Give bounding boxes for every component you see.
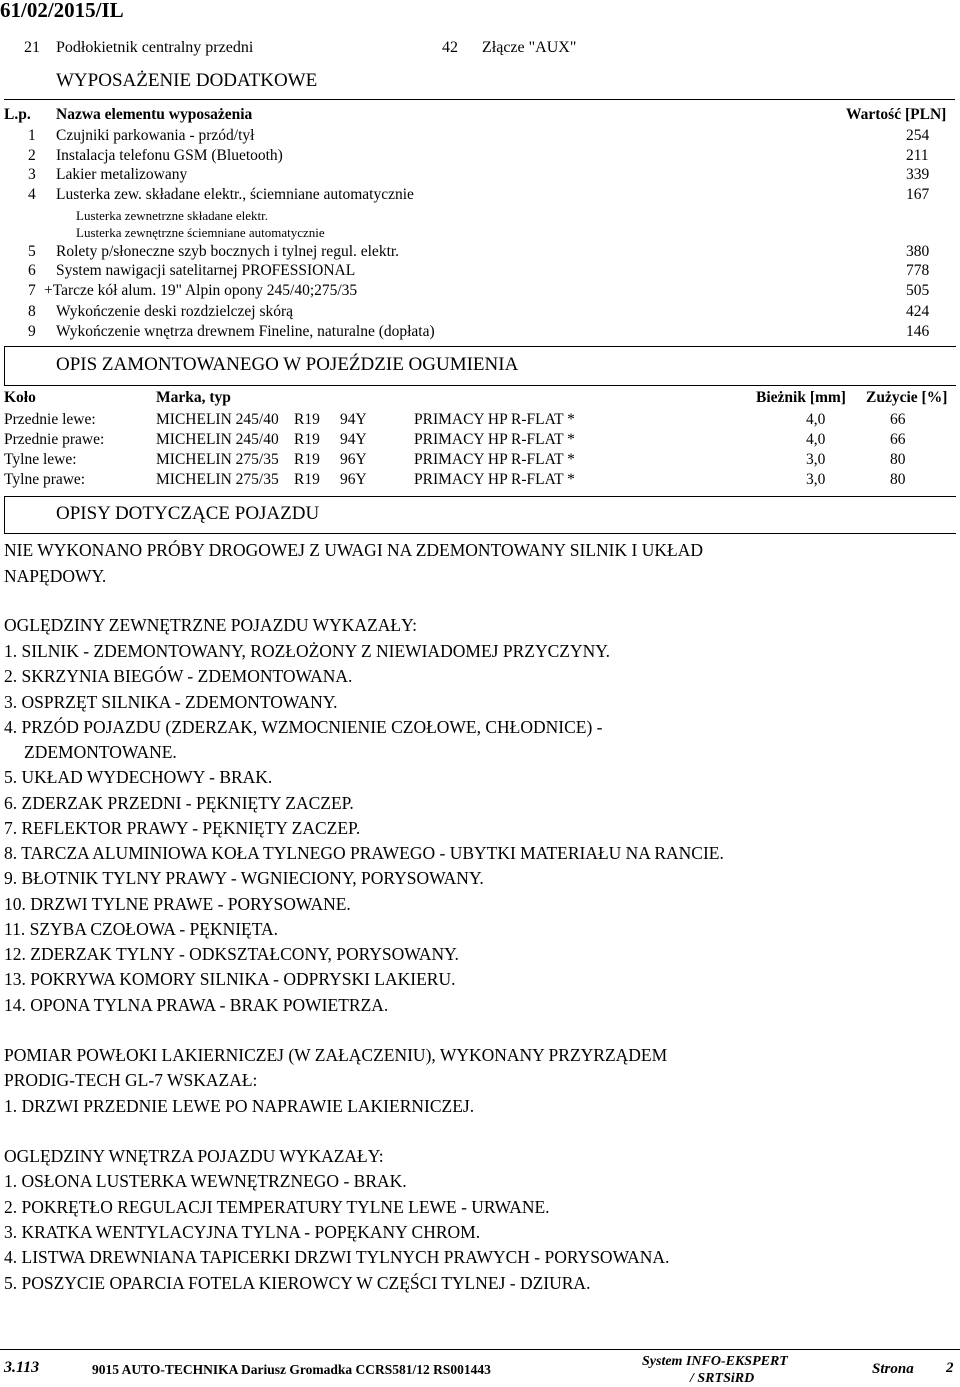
- list-item: 10. DRZWI TYLNE PRAWE - PORYSOWANE.: [4, 894, 351, 914]
- col-brand-header: Marka, typ: [156, 389, 231, 406]
- intro-line: NIE WYKONANO PRÓBY DROGOWEJ Z UWAGI NA ZDEMONTOWANY SILNIK I UKŁAD: [4, 540, 703, 560]
- tire-tread: 3,0: [806, 471, 826, 488]
- row-lp: 8: [28, 303, 36, 320]
- tire-model: PRIMACY HP R-FLAT *: [414, 451, 575, 468]
- list-item: 3. KRATKA WENTYLACYJNA TYLNA - POPĘKANY CHROM.: [4, 1222, 481, 1242]
- col-name-header: Nazwa elementu wyposażenia: [56, 106, 253, 123]
- tire-index: 96Y: [340, 451, 367, 468]
- tire-index: 94Y: [340, 411, 367, 428]
- row-name: Wykończenie deski rozdzielczej skórą: [56, 303, 294, 320]
- tire-tread: 3,0: [806, 451, 826, 468]
- tire-tread: 4,0: [806, 411, 826, 428]
- tire-index: 94Y: [340, 431, 367, 448]
- row-value: 778: [906, 262, 930, 279]
- row-lp: 2: [28, 147, 36, 164]
- tire-wheel: Przednie lewe:: [4, 411, 96, 428]
- row-name: Wykończenie wnętrza drewnem Fineline, naturalne (dopłata): [56, 323, 435, 340]
- footer-system-sub: / SRTSiRD: [690, 1371, 755, 1386]
- row-value: 424: [906, 303, 930, 320]
- list-item: 3. OSPRZĘT SILNIKA - ZDEMONTOWANY.: [4, 692, 338, 712]
- col-lp-header: L.p.: [4, 106, 31, 123]
- tire-rim: R19: [294, 431, 320, 448]
- list-item: 1. SILNIK - ZDEMONTOWANY, ROZŁOŻONY Z NIEWIADOMEJ PRZYCZYNY.: [4, 641, 610, 661]
- row-sub-note: Lusterka zewnetrzne składane elektr.: [76, 208, 269, 223]
- header-item-num: 21: [24, 39, 40, 56]
- list-item: 5. POSZYCIE OPARCIA FOTELA KIEROWCY W CZĘŚCI TYLNEJ - DZIURA.: [4, 1273, 591, 1293]
- tire-wear: 66: [890, 431, 906, 448]
- row-name: Lusterka zew. składane elektr., ściemniane automatycznie: [56, 186, 414, 203]
- list-item: 13. POKRYWA KOMORY SILNIKA - ODPRYSKI LAKIERU.: [4, 969, 456, 989]
- list-item: 6. ZDERZAK PRZEDNI - PĘKNIĘTY ZACZEP.: [4, 793, 354, 813]
- tire-rim: R19: [294, 471, 320, 488]
- tire-index: 96Y: [340, 471, 367, 488]
- row-lp: 4: [28, 186, 36, 203]
- tire-wear: 80: [890, 471, 906, 488]
- tire-rim: R19: [294, 411, 320, 428]
- col-wheel-header: Koło: [4, 389, 36, 406]
- tire-wear: 80: [890, 451, 906, 468]
- list-item: 12. ZDERZAK TYLNY - ODKSZTAŁCONY, PORYSOWANY.: [4, 944, 459, 964]
- tire-model: PRIMACY HP R-FLAT *: [414, 411, 575, 428]
- header-item-label: Podłokietnik centralny przedni: [56, 39, 254, 56]
- footer-version: 3.113: [4, 1359, 40, 1376]
- header-item-num: 42: [442, 39, 458, 56]
- paint-line: PRODIG-TECH GL-7 WSKAZAŁ:: [4, 1070, 258, 1090]
- tire-wear: 66: [890, 411, 906, 428]
- tire-rim: R19: [294, 451, 320, 468]
- row-value: 167: [906, 186, 930, 203]
- col-wear-header: Zużycie [%]: [866, 389, 948, 406]
- row-name: Instalacja telefonu GSM (Bluetooth): [56, 147, 283, 164]
- list-item: 2. SKRZYNIA BIEGÓW - ZDEMONTOWANA.: [4, 666, 353, 686]
- tire-brand: MICHELIN 245/40: [156, 431, 279, 448]
- exterior-heading: OGLĘDZINY ZEWNĘTRZNE POJAZDU WYKAZAŁY:: [4, 615, 417, 635]
- footer-divider: [0, 1349, 960, 1350]
- equipment-title: WYPOSAŻENIE DODATKOWE: [56, 70, 318, 91]
- row-value: 254: [906, 127, 930, 144]
- footer-page-number: 2: [946, 1360, 954, 1376]
- tire-model: PRIMACY HP R-FLAT *: [414, 431, 575, 448]
- list-item: ZDEMONTOWANE.: [24, 742, 177, 762]
- row-name: System nawigacji satelitarnej PROFESSIONAL: [56, 262, 356, 279]
- tire-model: PRIMACY HP R-FLAT *: [414, 471, 575, 488]
- row-sub-note: Lusterka zewnętrzne ściemniane automatycznie: [76, 225, 325, 240]
- list-item: 4. LISTWA DREWNIANA TAPICERKI DRZWI TYLNYCH PRAWYCH - PORYSOWANA.: [4, 1247, 670, 1267]
- list-item: 11. SZYBA CZOŁOWA - PĘKNIĘTA.: [4, 919, 279, 939]
- list-item: 1. DRZWI PRZEDNIE LEWE PO NAPRAWIE LAKIERNICZEJ.: [4, 1096, 475, 1116]
- tire-brand: MICHELIN 245/40: [156, 411, 279, 428]
- list-item: 14. OPONA TYLNA PRAWA - BRAK POWIETRZA.: [4, 995, 389, 1015]
- row-name: Rolety p/słoneczne szyb bocznych i tylnej regul. elektr.: [56, 243, 400, 260]
- row-name: +Tarcze kół alum. 19" Alpin opony 245/40;275/35: [44, 282, 358, 299]
- description-title: OPISY DOTYCZĄCE POJAZDU: [56, 503, 320, 524]
- tire-wheel: Tylne lewe:: [4, 451, 77, 468]
- row-lp: 6: [28, 262, 36, 279]
- paint-line: POMIAR POWŁOKI LAKIERNICZEJ (W ZAŁĄCZENIU), WYKONANY PRZYRZĄDEM: [4, 1045, 668, 1065]
- row-value: 380: [906, 243, 930, 260]
- list-item: 4. PRZÓD POJAZDU (ZDERZAK, WZMOCNIENIE CZOŁOWE, CHŁODNICE) -: [4, 717, 603, 737]
- row-name: Czujniki parkowania - przód/tył: [56, 127, 255, 144]
- row-lp: 7: [28, 282, 36, 299]
- row-value: 211: [906, 147, 929, 164]
- list-item: 7. REFLEKTOR PRAWY - PĘKNIĘTY ZACZEP.: [4, 818, 361, 838]
- tire-wheel: Tylne prawe:: [4, 471, 86, 488]
- row-value: 146: [906, 323, 930, 340]
- footer-company: 9015 AUTO-TECHNIKA Dariusz Gromadka CCRS581/12 RS001443: [92, 1362, 491, 1377]
- tire-wheel: Przednie prawe:: [4, 431, 105, 448]
- list-item: 2. POKRĘTŁO REGULACJI TEMPERATURY TYLNE LEWE - URWANE.: [4, 1197, 550, 1217]
- tires-title: OPIS ZAMONTOWANEGO W POJEŹDZIE OGUMIENIA: [56, 354, 519, 375]
- row-lp: 1: [28, 127, 36, 144]
- col-value-header: Wartość [PLN]: [846, 106, 947, 123]
- header-item-label: Złącze "AUX": [482, 39, 577, 56]
- row-lp: 3: [28, 166, 36, 183]
- list-item: 9. BŁOTNIK TYLNY PRAWY - WGNIECIONY, PORYSOWANY.: [4, 868, 484, 888]
- row-value: 505: [906, 282, 930, 299]
- footer-page-label: Strona: [872, 1361, 914, 1377]
- row-lp: 9: [28, 323, 36, 340]
- list-item: 1. OSŁONA LUSTERKA WEWNĘTRZNEGO - BRAK.: [4, 1171, 407, 1191]
- interior-heading: OGLĘDZINY WNĘTRZA POJAZDU WYKAZAŁY:: [4, 1146, 384, 1166]
- tire-brand: MICHELIN 275/35: [156, 471, 279, 488]
- list-item: 8. TARCZA ALUMINIOWA KOŁA TYLNEGO PRAWEGO - UBYTKI MATERIAŁU NA RANCIE.: [4, 843, 724, 863]
- row-name: Lakier metalizowany: [56, 166, 188, 183]
- document-id: 61/02/2015/IL: [0, 0, 124, 22]
- tire-tread: 4,0: [806, 431, 826, 448]
- tire-brand: MICHELIN 275/35: [156, 451, 279, 468]
- col-tread-header: Bieżnik [mm]: [756, 389, 846, 406]
- intro-line: NAPĘDOWY.: [4, 566, 107, 586]
- list-item: 5. UKŁAD WYDECHOWY - BRAK.: [4, 767, 273, 787]
- footer-system: System INFO-EKSPERT: [642, 1354, 788, 1369]
- row-value: 339: [906, 166, 930, 183]
- row-lp: 5: [28, 243, 36, 260]
